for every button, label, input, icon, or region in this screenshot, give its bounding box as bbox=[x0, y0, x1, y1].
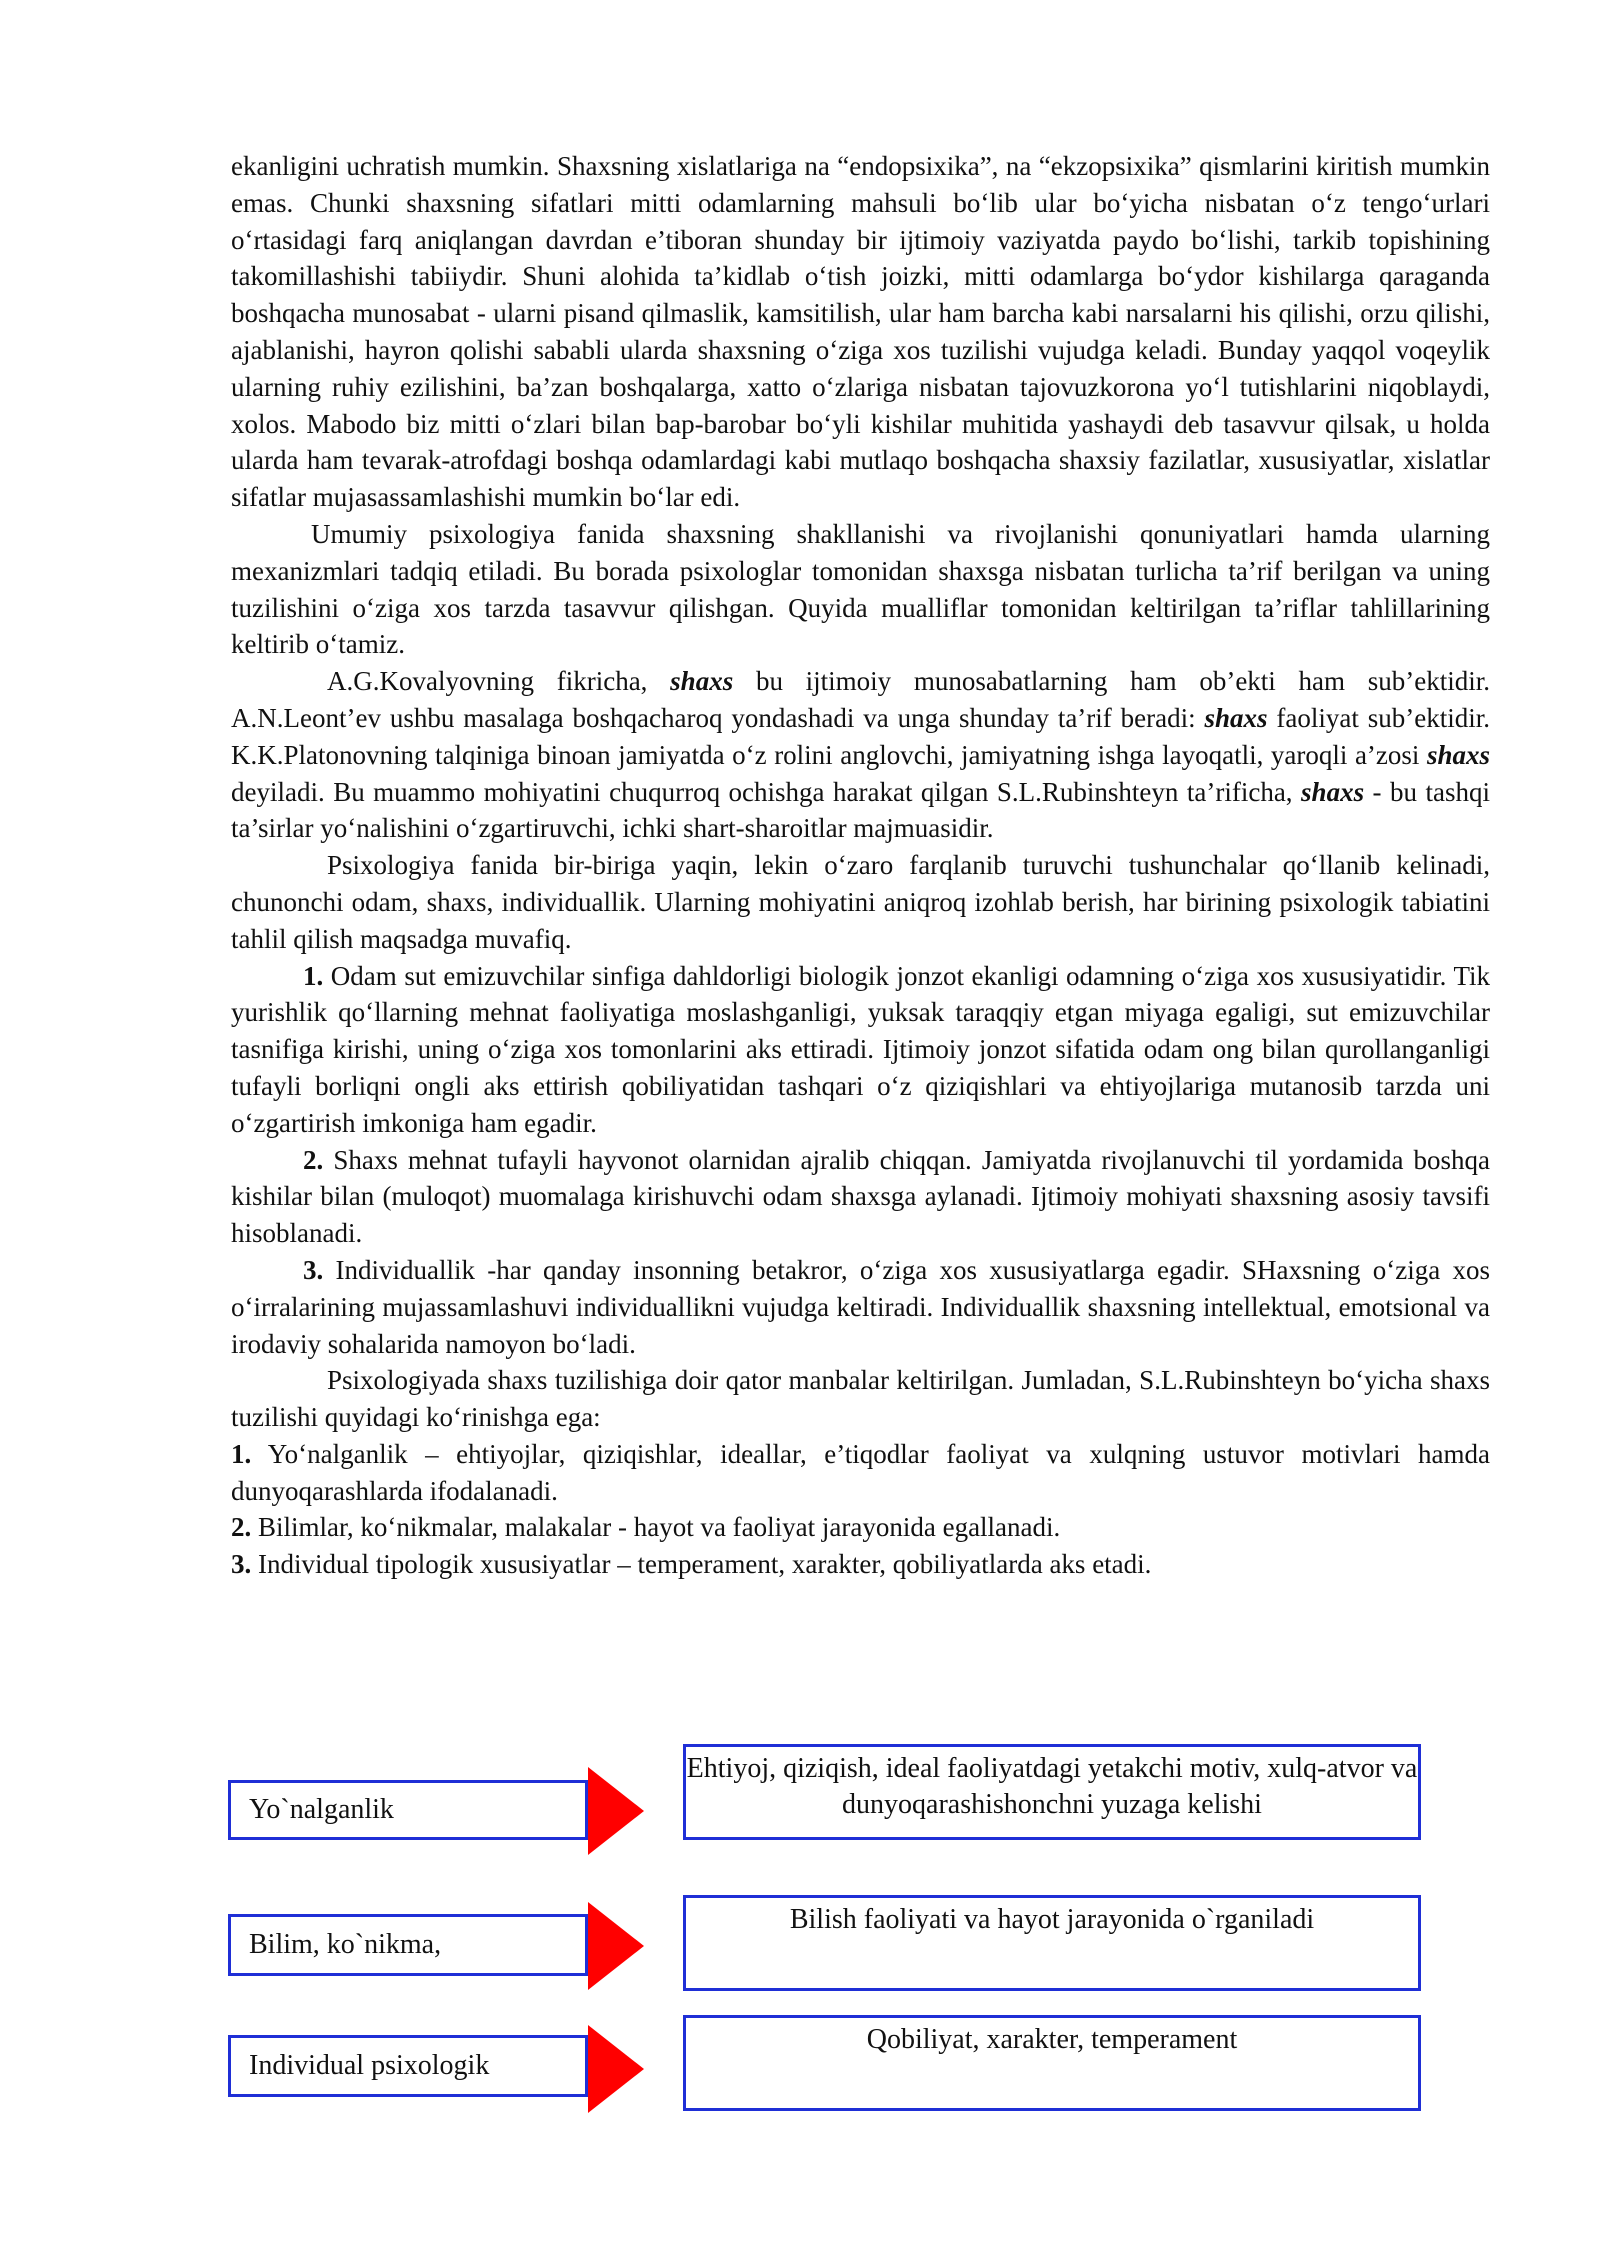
def-text: bu ijtimoiy munosabatlarning ham ob’ekti ham sub’ektidir. A.N.Leont’ev ushbu masalaga boshqacharoq yondashadi va unga shunday ta’rif beradi: bbox=[231, 666, 1491, 733]
def-text: faoliyat sub’ektidir. K.K.Platonovning talqiniga binoan jamiyatda o‘z rolini anglovchi, jamiyatning ishga layoqatli, yaroqli a’zosi bbox=[231, 702, 1491, 770]
item-number: 3. bbox=[231, 1549, 252, 1580]
item-number: 1. bbox=[303, 960, 324, 991]
arrow-right-icon bbox=[588, 1902, 644, 1990]
item-text: Bilimlar, ko‘nikmalar, malakalar - hayot va faoliyat jarayonida egallanadi. bbox=[251, 1512, 1061, 1543]
paragraph-structure: Psixologiyada shaxs tuzilishiga doir qator manbalar keltirilgan. Jumladan, S.L.Rubinshteyn bo‘yicha shaxs tuzilishi quyidagi ko‘rinishga ega: bbox=[231, 1365, 1490, 1433]
item-number: 3. bbox=[303, 1254, 324, 1285]
structure-list-item bbox=[231, 1546, 1490, 1583]
term-shaxs: shaxs bbox=[1301, 776, 1365, 807]
item-number: 2. bbox=[303, 1144, 324, 1175]
diagram-left-label: Individual psixologik bbox=[249, 2050, 490, 2081]
def-text: - bu tashqi ta’sirlar yo‘nalishini o‘zgartiruvchi, ichki shart-sharoitlar majmuasidir. bbox=[231, 776, 1490, 844]
diagram-right-label: Qobiliyat, xarakter, temperament bbox=[866, 2024, 1238, 2055]
term-shaxs: shaxs bbox=[1204, 702, 1268, 733]
item-number: 2. bbox=[231, 1512, 252, 1543]
item-text: Yo‘nalganlik – ehtiyojlar, qiziqishlar, ideallar, e’tiqodlar faoliyat va xulqning ustuvor motivlari hamda dunyoqarashlarda ifodalanadi. bbox=[231, 1438, 1490, 1506]
diagram-right-box bbox=[683, 1744, 1421, 1840]
paragraph-concepts: Psixologiya fanida bir-biriga yaqin, lekin o‘zaro farqlanib turuvchi tushunchalar qo‘llanib kelinadi, chunonchi odam, shaxs, individuallik. Ularning mohiyatini aniqroq izohlab berish, har birining psixologik tabiatini tahlil qilish maqsadga muvafiq. bbox=[231, 850, 1490, 954]
diagram-left-box bbox=[228, 1914, 588, 1976]
paragraph-definitions bbox=[231, 663, 1490, 847]
def-text: deyiladi. Bu muammo mohiyatini chuqurroq ochishga harakat qilgan S.L.Rubinshteyn ta’rificha, bbox=[231, 776, 1302, 807]
diagram-left-label: Bilim, ko`nikma, bbox=[249, 1929, 442, 1960]
term-shaxs: shaxs bbox=[670, 666, 734, 697]
diagram-left-box bbox=[228, 1780, 588, 1840]
diagram-right-box bbox=[683, 1895, 1421, 1991]
item-text: Shaxs mehnat tufayli hayvonot olarnidan ajralib chiqqan. Jamiyatda rivojlanuvchi til yordamida boshqa kishilar bilan (muloqot) muomalaga kirishuvchi odam shaxsga aylanadi. Ijtimoiy mohiyati shaxsning asosiy tavsifi hisoblanadi. bbox=[231, 1144, 1490, 1249]
arrow-right-icon bbox=[588, 1767, 644, 1855]
document-body bbox=[231, 148, 1490, 1583]
diagram-right-box bbox=[683, 2015, 1421, 2111]
arrow-right-icon bbox=[588, 2025, 644, 2113]
structure-list-item bbox=[231, 1509, 1490, 1546]
term-shaxs: shaxs bbox=[1426, 739, 1490, 770]
item-text: Odam sut emizuvchilar sinfiga dahldorligi biologik jonzot ekanligi odamning o‘ziga xos xususiyatidir. Tik yurishlik qo‘llarning mehnat faoliyatiga moslashganligi, yuksak taraqqiy etgan miyaga egaligi, sut emizuvchilar tasnifiga kirishi, uning o‘ziga xos tomonlarini aks ettiradi. Ijtimoiy jonzot sifatida odam ong bilan qurollanganligi tufayli borliqni ongli aks ettirish qobiliyatidan tashqari o‘z qiziqishlari va ehtiyojlariga mutanosib tarzda uni o‘zgartirish imkoniga ham egadir. bbox=[231, 960, 1490, 1138]
structure-list-item bbox=[231, 1436, 1490, 1510]
numbered-item bbox=[231, 1142, 1490, 1252]
diagram-right-label: Bilish faoliyati va hayot jarayonida o`rganiladi bbox=[789, 1904, 1315, 1935]
paragraph-continuation: ekanligini uchratish mumkin. Shaxsning xislatlariga na “endopsixika”, na “ekzopsixika” qismlarini kiritish mumkin emas. Chunki shaxsning sifatlari mitti odamlarning mahsuli bo‘lib ular bo‘yicha nisbatan o‘z tengo‘urlari o‘rtasidagi farq aniqlangan davrdan e’tiboran shunday bir ijtimoiy vaziyatda paydo bo‘lishi, tarkib topishining takomillashishi tabiiydir. Shuni alohida ta’kidlab o‘tish joizki, mitti odamlarga bo‘ydor kishilarga qaraganda boshqacha munosabat - ularni pisand qilmaslik, kamsitilish, ular ham barcha kabi narsalarni his qilishi, orzu qilishi, ajablanishi, hayron qolishi sababli ularda shaxsning o‘ziga xos tuzilishi vujudga keladi. Bunday yaqqol voqeylik ularning ruhiy ezilishini, ba’zan boshqalarga, xatto o‘zlariga nisbatan tajovuzkorona yo‘l tutishlarini niqoblaydi, xolos. Mabodo biz mitti o‘zlari bilan bap-barobar bo‘yli kishilar muhitida yashaydi deb tasavvur qilsak, u holda ularda ham tevarak-atrofdagi boshqa odamlardagi kabi mutlaqo boshqacha shaxsiy fazilatlar, xususiyatlar, xislatlar sifatlar mujasassamlashishi mumkin bo‘lar edi. bbox=[231, 151, 1490, 513]
diagram-left-box bbox=[228, 2035, 588, 2097]
item-text: Individuallik -har qanday insonning betakror, o‘ziga xos xususiyatlarga egadir. SHaxsning o‘ziga xos o‘irralarining mujassamlashuvi individuallikni vujudga keltiradi. Individuallik shaxsning intellektual, emotsional va irodaviy sohalarida namoyon bo‘ladi. bbox=[231, 1254, 1490, 1359]
diagram-left-label: Yo`nalganlik bbox=[249, 1794, 394, 1825]
paragraph-general-psychology: Umumiy psixologiya fanida shaxsning shakllanishi va rivojlanishi qonuniyatlari hamda ularning mexanizmlari tadqiq etiladi. Bu borada psixologlar tomonidan shaxsga nisbatan turlicha ta’rif berilgan va uning tuzilishini o‘ziga xos tarzda tasavvur qilishgan. Quyida mualliflar tomonidan keltirilgan ta’riflar tahlillarining keltirib o‘tamiz. bbox=[231, 518, 1490, 660]
item-number: 1. bbox=[231, 1438, 252, 1469]
def-text: A.G.Kovalyovning fikricha, bbox=[327, 666, 671, 697]
numbered-item bbox=[231, 958, 1490, 1142]
item-text: Individual tipologik xususiyatlar – temperament, xarakter, qobiliyatlarda aks etadi. bbox=[251, 1549, 1152, 1580]
diagram-right-label: Ehtiyoj, qiziqish, ideal faoliyatdagi yetakchi motiv, xulq-atvor va dunyoqarashishonchni yuzaga kelishi bbox=[686, 1753, 1418, 1820]
numbered-item bbox=[231, 1252, 1490, 1362]
